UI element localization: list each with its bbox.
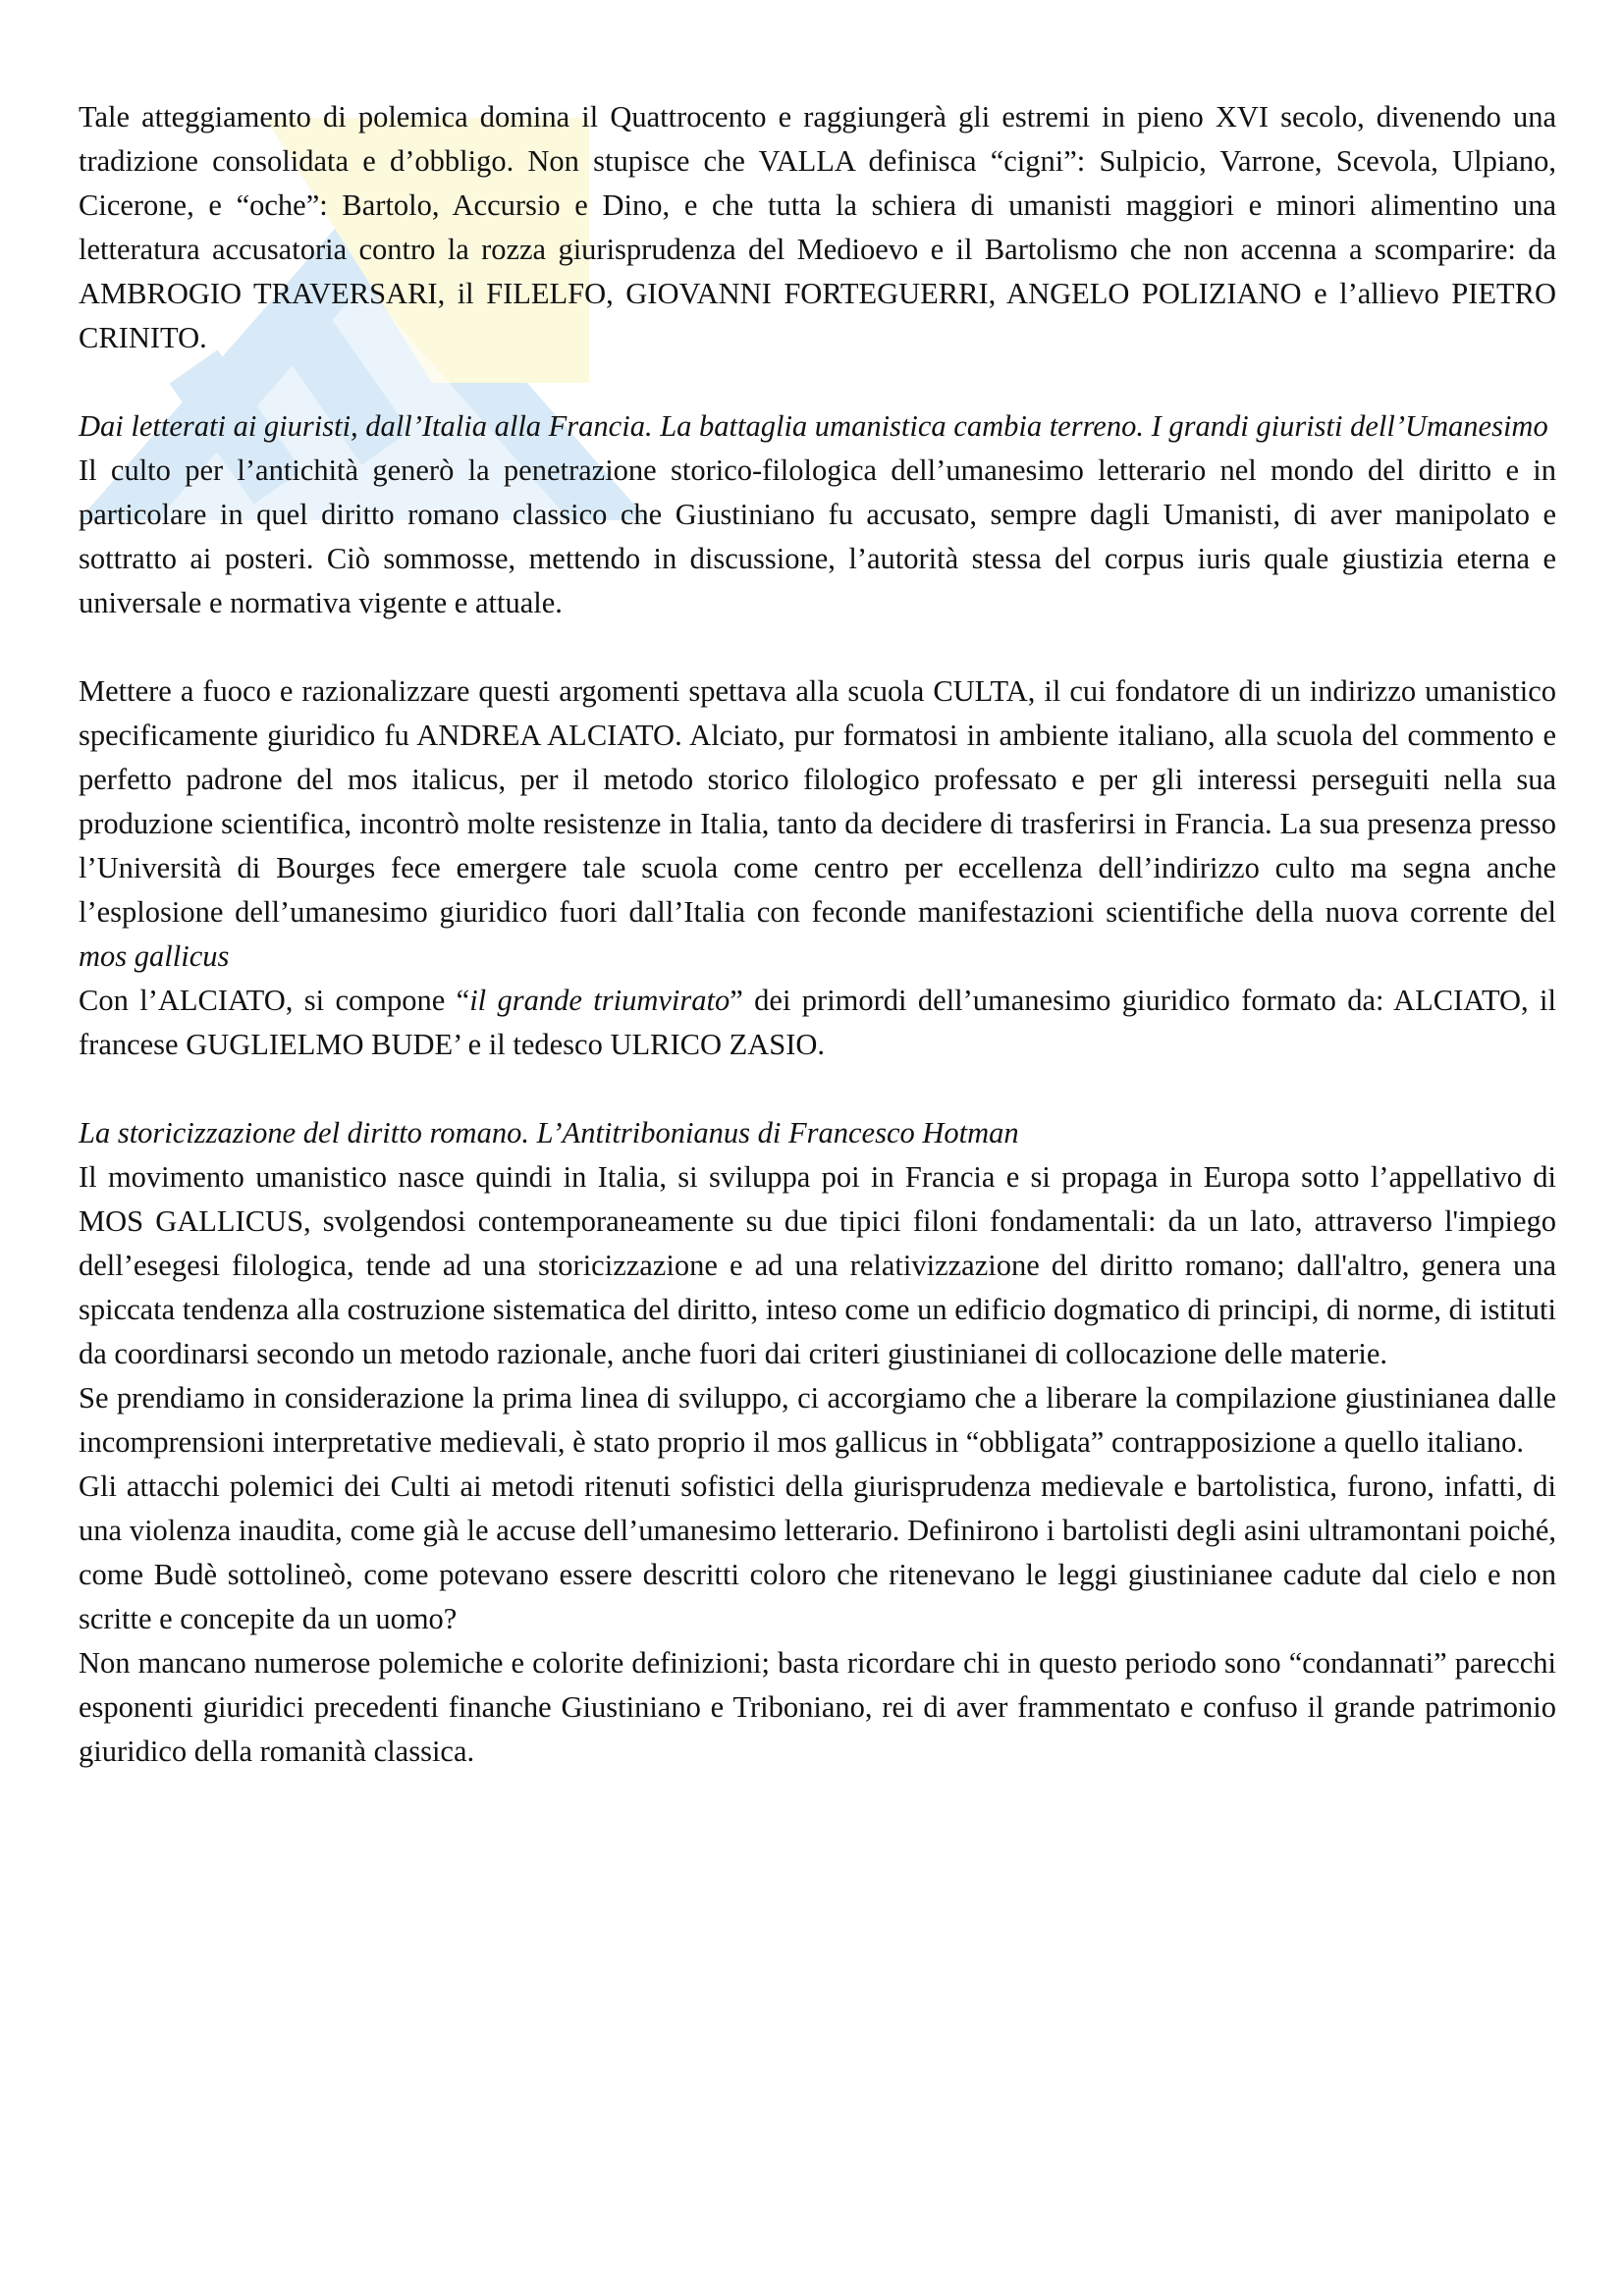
italic-text: mos gallicus [79, 939, 230, 973]
text: Mettere a fuoco e razionalizzare questi argomenti spettava alla scuola CULTA, il cui fondatore di un indirizzo umanistico specificamente giuridico fu ANDREA ALCIATO. Alciato, pur formatosi in ambiente italiano, alla scuola del commento e perfetto padrone del mos italicus, per il metodo storico filologico professato e per gli interessi perseguiti nella sua produzione scientifica, incontrò molte resistenze in Italia, tanto da decidere di trasferirsi in Francia. La sua presenza presso l’Università di Bourges fece emergere tale scuola come centro per eccellenza dell’indirizzo culto ma segna anche l’esplosione dell’umanesimo giuridico fuori dall’Italia con feconde manifestazioni scientifiche della nuova corrente del [79, 674, 1556, 929]
paragraph-culto-antichita: Il culto per l’antichità generò la penetrazione storico-filologica dell’umanesimo letterario nel mondo del diritto e in particolare in quel diritto romano classico che Giustiniano fu accusato, sempre dagli Umanisti, di aver manipolato e sottratto ai posteri. Ciò sommosse, mettendo in discussione, l’autorità stessa del corpus iuris quale giustizia eterna e universale e normativa vigente e attuale. [79, 454, 1556, 619]
paragraph-attacchi-polemici: Gli attacchi polemici dei Culti ai metodi ritenuti sofistici della giurisprudenza medievale e bartolistica, furono, infatti, di una violenza inaudita, come già le accuse dell’umanesimo letterario. Definirono i bartolisti degli asini ultramontani poiché, come Budè sottolineò, come potevano essere descritti coloro che ritenevano le leggi giustinianee cadute dal cielo e non scritte e concepite da un uomo? [79, 1469, 1556, 1635]
paragraph-prima-linea: Se prendiamo in considerazione la prima linea di sviluppo, ci accorgiamo che a liberare la compilazione giustinianea dalle incomprensioni interpretative medievali, è stato proprio il mos gallicus in “obbligata” contrapposizione a quello italiano. [79, 1381, 1556, 1459]
paragraph-scuola-culta [79, 669, 1556, 979]
paragraph-movimento-umanistico: Il movimento umanistico nasce quindi in Italia, si sviluppa poi in Francia e si propaga in Europa sotto l’appellativo di MOS GALLICUS, svolgendosi contemporaneamente su due tipici filoni fondamentali: da un lato, attraverso l'impiego dell’esegesi filologica, tende ad una storicizzazione e ad una relativizzazione del diritto romano; dall'altro, genera una spiccata tendenza alla costruzione sistematica del diritto, inteso come un edificio dogmatico di principi, di norme, di istituti da coordinarsi secondo un metodo razionale, anche fuori dai criteri giustinianei di collocazione delle materie. [79, 1160, 1556, 1370]
paragraph-triumvirato [79, 979, 1556, 1067]
section-heading-storicizzazione: La storicizzazione del diritto romano. L’Antitribonianus di Francesco Hotman [79, 1116, 1019, 1149]
italic-text: il grande triumvirato [469, 984, 730, 1017]
paragraph-polemica: Tale atteggiamento di polemica domina il Quattrocento e raggiungerà gli estremi in pieno XVI secolo, divenendo una tradizione consolidata e d’obbligo. Non stupisce che VALLA definisca “cigni”: Sulpicio, Varrone, Scevola, Ulpiano, Cicerone, e “oche”: Bartolo, Accursio e Dino, e che tutta la schiera di umanisti maggiori e minori alimentino una letteratura accusatoria contro la rozza giurisprudenza del Medioevo e il Bartolismo che non accenna a scomparire: da AMBROGIO TRAVERSARI, il FILELFO, GIOVANNI FORTEGUERRI, ANGELO POLIZIANO e l’allievo PIETRO CRINITO. [79, 100, 1556, 354]
document-page [79, 95, 1556, 1774]
section-heading-letterati-giuristi: Dai letterati ai giuristi, dall’Italia alla Francia. La battaglia umanistica cambia terreno. I grandi giuristi dell’Umanesimo [79, 409, 1548, 443]
paragraph-polemiche-definizioni: Non mancano numerose polemiche e colorite definizioni; basta ricordare chi in questo periodo sono “condannati” parecchi esponenti giuridici precedenti finanche Giustiniano e Triboniano, rei di aver frammentato e confuso il grande patrimonio giuridico della romanità classica. [79, 1646, 1556, 1768]
text: Con l’ALCIATO, si compone “ [79, 984, 470, 1017]
text: ” dei primordi dell’umanesimo giuridico formato da: ALCIATO, il francese GUGLIELMO BUDE’ e il tedesco ULRICO ZASIO. [79, 984, 1557, 1061]
